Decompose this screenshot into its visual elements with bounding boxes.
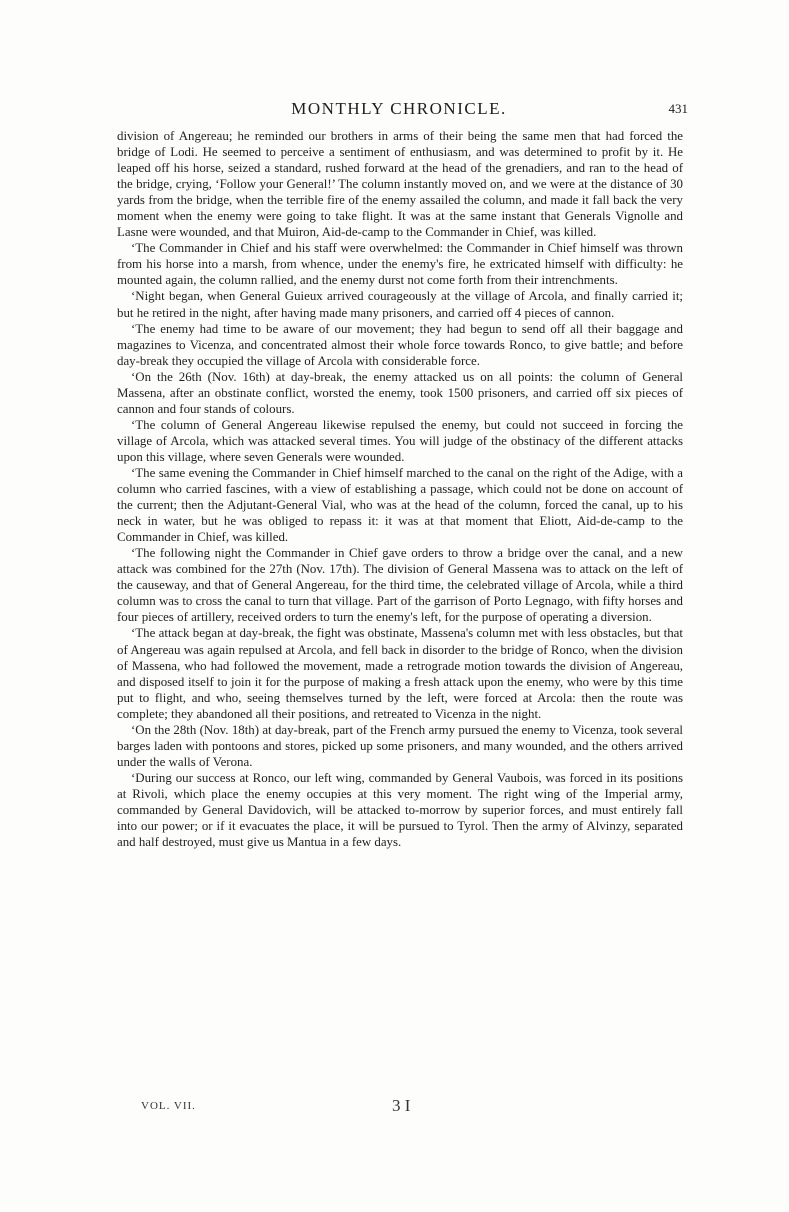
paragraph: ‘The column of General Angereau likewise repulsed the enemy, but could not succeed in forcing the village of Arcola, which was attacked several times. You will judge of the obstinacy of the different attacks upon this village, where seven Generals were wounded. <box>117 417 683 464</box>
running-head: MONTHLY CHRONICLE. <box>291 99 507 118</box>
page-number: 431 <box>668 101 688 116</box>
paragraph: ‘During our success at Ronco, our left wing, commanded by General Vaubois, was forced in its positions at Rivoli, which place the enemy occupies at this very moment. The right wing of the Imperial army, commanded by General Davidovich, will be attacked to-morrow by superior forces, and must entirely fall into our power; or if it evacuates the place, it will be pursued to Tyrol. Then the army of Alvinzy, separated and half destroyed, must give us Mantua in a few days. <box>117 770 683 850</box>
page-header <box>110 95 688 123</box>
paragraph: ‘The attack began at day-break, the fight was obstinate, Massena's column met with less obstacles, but that of Angereau was again repulsed at Arcola, and fell back in disorder to the bridge of Ronco, when the division of Massena, who had followed the movement, made a retrograde motion towards the division of Angereau, and disposed itself to join it for the purpose of making a fresh attack upon the enemy, who were by this time put to flight, and who, seeing themselves turned by the left, were forced at Arcola: then the route was complete; they abandoned all their positions, and retreated to Vicenza in the night. <box>117 626 683 721</box>
volume-label: VOL. VII. <box>141 1100 196 1112</box>
signature-mark: 3 I <box>392 1096 411 1115</box>
paragraph: ‘The enemy had time to be aware of our movement; they had begun to send off all their baggage and magazines to Vicenza, and concentrated almost their whole force towards Ronco, to give battle; and before day-break they occupied the village of Arcola with considerable force. <box>117 321 683 368</box>
paragraph: ‘The following night the Commander in Chief gave orders to throw a bridge over the canal, and a new attack was combined for the 27th (Nov. 17th). The division of General Massena was to attack on the left of the causeway, and that of General Angereau, for the third time, the celebrated village of Arcola, while a third column was to cross the canal to turn that village. Part of the garrison of Porto Legnago, with fifty horses and four pieces of artillery, received orders to turn the enemy's left, for the purpose of operating a diversion. <box>117 546 683 625</box>
paragraph: ‘Night began, when General Guieux arrived courageously at the village of Arcola, and finally carried it; but he retired in the night, after having made many prisoners, and carried off 4 pieces of cannon. <box>117 289 683 320</box>
paragraph: ‘On the 26th (Nov. 16th) at day-break, the enemy attacked us on all points: the column of General Massena, after an obstinate conflict, worsted the enemy, took 1500 prisoners, and carried off six pieces of cannon and four stands of colours. <box>117 369 683 416</box>
body-text <box>117 128 683 850</box>
paragraph: ‘The Commander in Chief and his staff were overwhelmed: the Commander in Chief himself was thrown from his horse into a marsh, from whence, under the enemy's fire, he extricated himself with difficulty: he mounted again, the column rallied, and the enemy durst not come forth from their intrenchments. <box>117 241 683 288</box>
paragraph: division of Angereau; he reminded our brothers in arms of their being the same men that had forced the bridge of Lodi. He seemed to perceive a sentiment of enthusiasm, and was determined to profit by it. He leaped off his horse, seized a standard, rushed forward at the head of the grenadiers, and ran to the head of the bridge, crying, ‘Follow your General!’ The column instantly moved on, and we were at the distance of 30 yards from the bridge, when the terrible fire of the enemy assailed the column, and made it fall back the very moment when the enemy were going to take flight. It was at the same instant that Generals Vignolle and Lasne were wounded, and that Muiron, Aid-de-camp to the Commander in Chief, was killed. <box>117 129 683 240</box>
page-footer <box>117 1096 683 1120</box>
paragraph: ‘The same evening the Commander in Chief himself marched to the canal on the right of the Adige, with a column who carried fascines, with a view of establishing a passage, which could not be done on account of the current; then the Adjutant-General Vial, who was at the head of the column, forced the canal, up to his neck in water, but he was obliged to repass it: it was at that moment that Eliott, Aid-de-camp to the Commander in Chief, was killed. <box>117 465 683 545</box>
paragraph: ‘On the 28th (Nov. 18th) at day-break, part of the French army pursued the enemy to Vicenza, took several barges laden with pontoons and stores, picked up some prisoners, and many wounded, and the others arrived under the walls of Verona. <box>117 722 683 769</box>
